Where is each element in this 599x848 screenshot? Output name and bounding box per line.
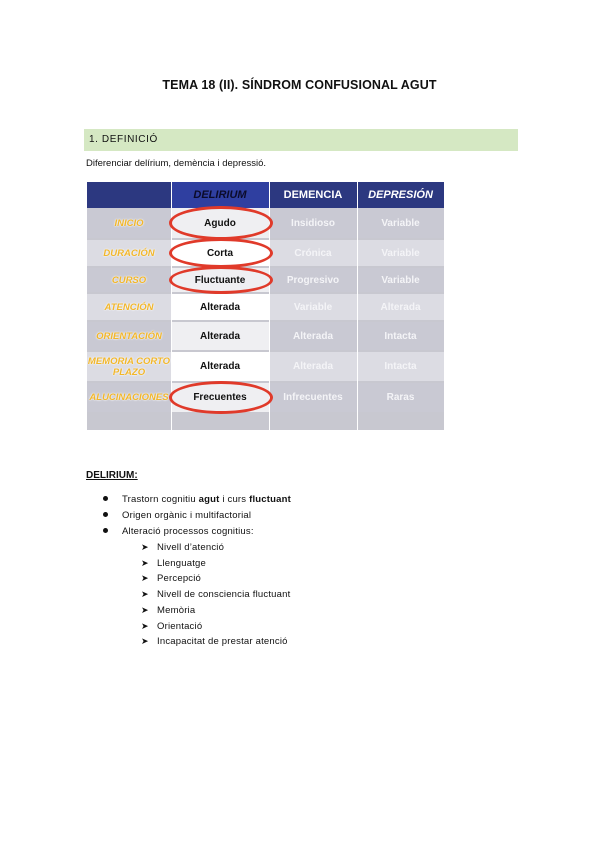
cell-demencia: Infrecuentes bbox=[283, 392, 343, 403]
bullet-icon bbox=[103, 496, 108, 501]
header-demencia: DEMENCIA bbox=[283, 189, 343, 201]
header-depresion: DEPRESIÓN bbox=[368, 189, 433, 201]
arrow-bullet-icon: ➤ bbox=[141, 589, 149, 600]
row-label: ALUCINACIONES bbox=[89, 392, 169, 403]
list-item bbox=[141, 573, 201, 584]
section-heading-definicio: 1. DEFINICIÓ bbox=[84, 129, 518, 151]
arrow-bullet-icon: ➤ bbox=[141, 573, 149, 584]
cell-demencia: Insidioso bbox=[291, 217, 335, 229]
cell-delirium: Alterada bbox=[171, 294, 269, 320]
list-item bbox=[141, 589, 290, 600]
bullet-icon bbox=[103, 512, 108, 517]
row-label: ORIENTACIÓN bbox=[96, 330, 162, 342]
cell-depresion: Variable bbox=[381, 274, 420, 286]
cell-delirium: Corta bbox=[171, 240, 269, 266]
row-label: DURACIÓN bbox=[103, 247, 155, 259]
bullet-item bbox=[103, 494, 291, 505]
row-label: CURSO bbox=[111, 274, 147, 286]
cell-depresion: Raras bbox=[386, 392, 415, 403]
bullet-item bbox=[103, 526, 254, 537]
cell-depresion: Intacta bbox=[384, 330, 417, 342]
red-circle-highlight bbox=[169, 381, 273, 414]
red-circle-highlight bbox=[169, 238, 273, 268]
cell-demencia: Alterada bbox=[292, 361, 333, 372]
intro-text: Diferenciar delírium, demència i depressió. bbox=[86, 158, 267, 169]
table-row bbox=[87, 322, 444, 350]
red-circle-highlight bbox=[169, 206, 273, 240]
list-item-text: Nivell d’atenció bbox=[157, 542, 225, 553]
list-item-text: Incapacitat de prestar atenció bbox=[157, 636, 288, 648]
bullet-icon bbox=[103, 528, 108, 533]
cell-demencia: Crónica bbox=[294, 247, 332, 259]
list-item bbox=[141, 605, 195, 616]
cell-delirium: Fluctuante bbox=[171, 268, 269, 292]
list-item-text: Memòria bbox=[157, 604, 196, 616]
list-item-text: Llenguatge bbox=[157, 557, 207, 569]
cell-depresion: Variable bbox=[381, 217, 420, 229]
text: Alteració processos cognitius: bbox=[122, 526, 254, 537]
cell-delirium: Agudo bbox=[171, 208, 269, 238]
list-item-text: Nivell de consciencia fluctuant bbox=[157, 589, 291, 601]
list-item-text: Orientació bbox=[157, 620, 203, 632]
delirium-heading: DELIRIUM: bbox=[86, 470, 138, 481]
comparison-table bbox=[87, 182, 444, 430]
red-circle-highlight bbox=[169, 266, 273, 294]
cell-depresion: Intacta bbox=[384, 361, 417, 372]
table-row bbox=[87, 294, 444, 320]
text: Trastorn cognitiu bbox=[122, 494, 199, 505]
cell-depresion: Alterada bbox=[380, 301, 421, 313]
list-item-text: Percepció bbox=[157, 573, 202, 585]
column-divider bbox=[357, 182, 358, 430]
cell-demencia: Alterada bbox=[292, 330, 333, 342]
cell-delirium: Frecuentes bbox=[171, 383, 269, 412]
bold-text: agut bbox=[198, 494, 220, 505]
text: Origen orgànic i multifactorial bbox=[122, 510, 252, 521]
header-delirium: DELIRIUM bbox=[171, 182, 269, 208]
bullet-item bbox=[103, 510, 251, 521]
list-item bbox=[141, 558, 206, 569]
bold-text: fluctuant bbox=[249, 494, 291, 505]
list-item bbox=[141, 621, 202, 632]
table-header-row bbox=[87, 182, 444, 208]
cell-delirium: Alterada bbox=[171, 352, 269, 381]
cell-depresion: Variable bbox=[381, 247, 420, 259]
row-label: ATENCIÓN bbox=[104, 301, 154, 313]
arrow-bullet-icon: ➤ bbox=[141, 542, 149, 552]
text: i curs bbox=[219, 494, 250, 505]
arrow-bullet-icon: ➤ bbox=[141, 557, 149, 568]
cell-demencia: Variable bbox=[293, 301, 333, 313]
list-item bbox=[141, 636, 288, 647]
header-empty bbox=[87, 182, 171, 208]
page-title: TEMA 18 (II). SÍNDROM CONFUSIONAL AGUT bbox=[162, 78, 437, 92]
list-item bbox=[141, 542, 224, 553]
table-row bbox=[87, 352, 444, 381]
arrow-bullet-icon: ➤ bbox=[141, 604, 149, 615]
arrow-bullet-icon: ➤ bbox=[141, 620, 149, 631]
row-label: INICIO bbox=[114, 217, 144, 229]
cell-demencia: Progresivo bbox=[286, 274, 340, 286]
row-label: MEMORIA CORTO PLAZO bbox=[87, 355, 171, 378]
cell-delirium: Alterada bbox=[171, 322, 269, 350]
arrow-bullet-icon: ➤ bbox=[141, 636, 149, 647]
